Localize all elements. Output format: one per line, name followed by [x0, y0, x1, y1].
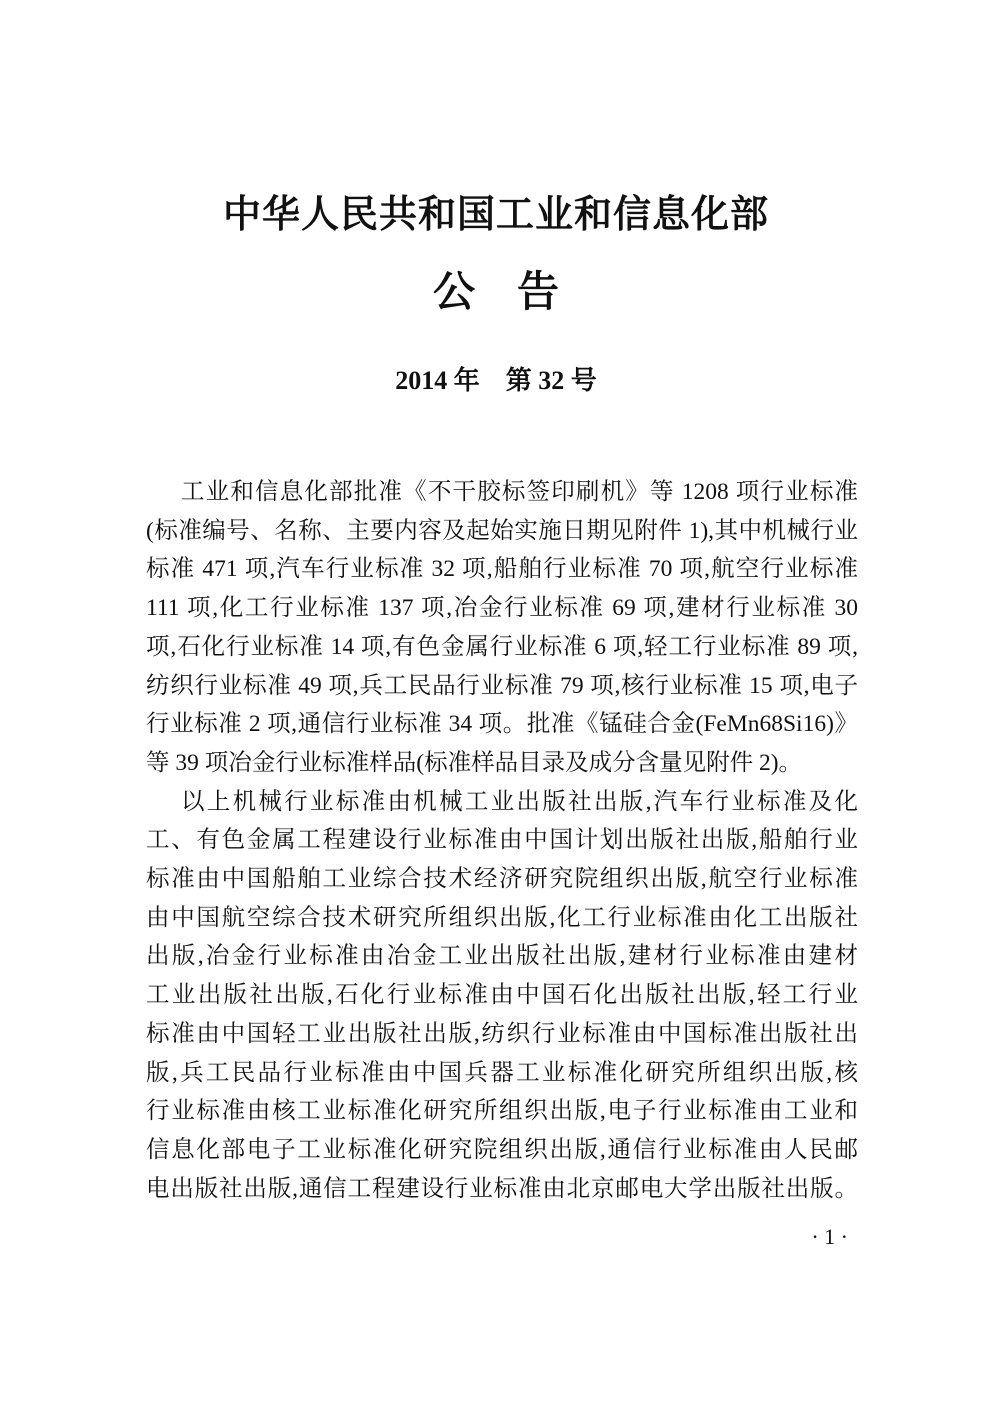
paragraph-2-line-6: 工业出版社出版,石化行业标准由中国石化出版社出版,轻工行业 [146, 982, 858, 1009]
paragraph-2-line-8: 版,兵工民品行业标准由中国兵器工业标准化研究所组织出版,核 [146, 1059, 858, 1086]
paragraph-1-line-3: 标准 471 项,汽车行业标准 32 项,船舶行业标准 70 项,航空行业标准 [146, 556, 858, 583]
paragraph-2-line-4: 由中国航空综合技术研究所组织出版,化工行业标准由化工出版社 [146, 904, 858, 931]
paragraph-1 [146, 473, 858, 783]
paragraph-1-line-4: 111 项,化工行业标准 137 项,冶金行业标准 69 项,建材行业标准 30 [146, 595, 858, 622]
paragraph-2-line-10: 信息化部电子工业标准化研究院组织出版,通信行业标准由人民邮 [146, 1136, 858, 1163]
document-subtitle: 公 告 [432, 268, 559, 315]
document-title: 中华人民共和国工业和信息化部 [222, 194, 769, 236]
paragraph-2-line-1: 以上机械行业标准由机械工业出版社出版,汽车行业标准及化 [181, 788, 858, 815]
paragraph-1-line-7: 行业标准 2 项,通信行业标准 34 项。批准《锰硅合金(FeMn68Si16)》 [146, 711, 858, 738]
paragraph-2-line-7: 标准由中国轻工业出版社出版,纺织行业标准由中国标准出版社出 [146, 1020, 858, 1047]
paragraph-1-line-6: 纺织行业标准 49 项,兵工民品行业标准 79 项,核行业标准 15 项,电子 [146, 672, 858, 699]
paragraph-2-line-2: 工、有色金属工程建设行业标准由中国计划出版社出版,船舶行业 [146, 827, 858, 854]
paragraph-2 [146, 783, 858, 1209]
paragraph-2-line-11: 电出版社出版,通信工程建设行业标准由北京邮电大学出版社出版。 [146, 1175, 858, 1202]
paragraph-1-line-8: 等 39 项冶金行业标准样品(标准样品目录及成分含量见附件 2)。 [146, 749, 803, 776]
paragraph-1-line-2: (标准编号、名称、主要内容及起始实施日期见附件 1),其中机械行业 [146, 517, 858, 544]
paragraph-2-line-3: 标准由中国船舶工业综合技术经济研究院组织出版,航空行业标准 [146, 866, 858, 893]
paragraph-2-line-9: 行业标准由核工业标准化研究所组织出版,电子行业标准由工业和 [146, 1098, 858, 1125]
document-body [146, 473, 858, 1208]
paragraph-1-line-1: 工业和信息化部批准《不干胶标签印刷机》等 1208 项行业标准 [181, 479, 858, 505]
page-number: · 1 · [811, 1224, 848, 1249]
paragraph-1-line-5: 项,石化行业标准 14 项,有色金属行业标准 6 项,轻工行业标准 89 项, [146, 633, 858, 660]
paragraph-2-line-5: 出版,冶金行业标准由冶金工业出版社出版,建材行业标准由建材 [146, 943, 858, 970]
document-number: 2014 年 第 32 号 [395, 366, 597, 395]
